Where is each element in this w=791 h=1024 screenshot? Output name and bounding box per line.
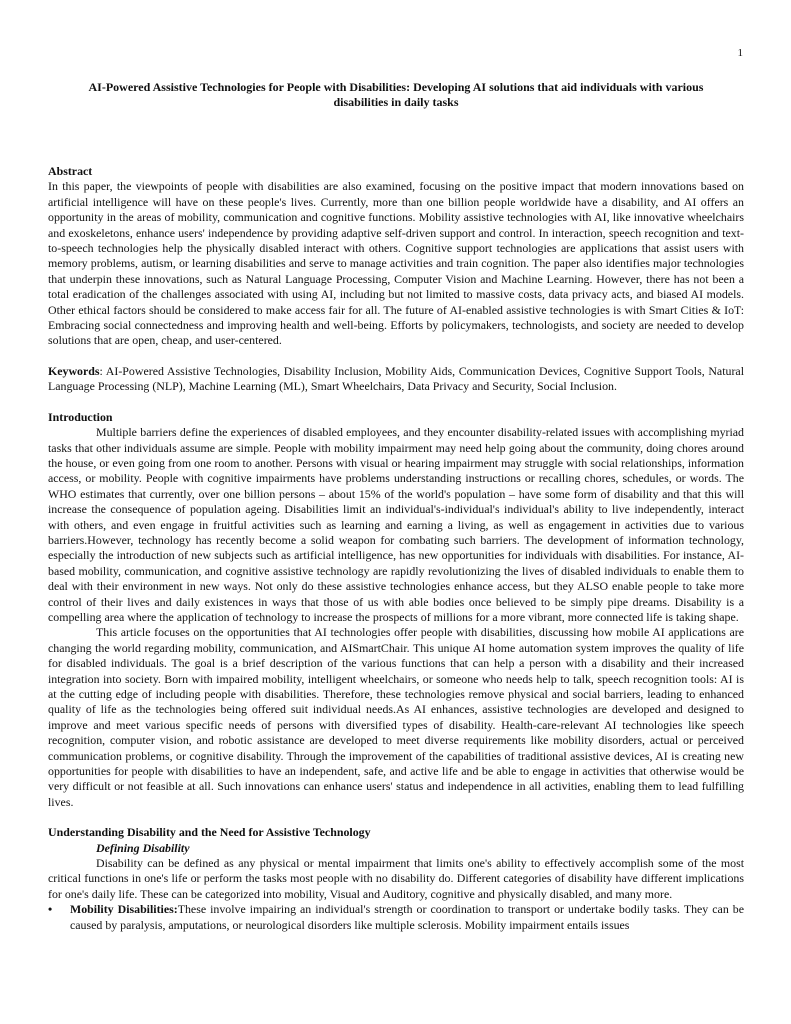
keywords-label: Keywords <box>48 363 100 378</box>
keywords-paragraph <box>48 364 744 395</box>
introduction-heading: Introduction <box>48 409 113 424</box>
bullet-marker: • <box>48 902 53 917</box>
introduction-paragraph-2: This article focuses on the opportunities that AI technologies offer people with disabilities, discussing how mobile AI applications are changing the world regarding mobility, communication, and AISmartChair. This unique AI home automation system improves the quality of life for disabled individuals. The goal is a brief description of the various functions that can help a person with a disability and their increased integration into society. Born with impaired mobility, intelligent wheelchairs, or someone who needs help to talk, speech recognition tools: AI is at the cutting edge of including people with disabilities. Therefore, these technologies remove physical and social barriers, leading to enhanced quality of life as the technologies being offered suit individual needs.As AI enhances, assistive technologies are developed and designed to improve and meet various specific needs of persons with diversified types of disability. Health-care-relevant AI technologies like speech recognition, computer vision, and robotic assistance are developed to meet diverse requirements like mobility disorders, actual or perceived communication problems, or cognitive disability. Through the improvement of the capabilities of traditional assistive devices, AI is creating new opportunities for people with disabilities to have an independent, safe, and active life and be able to engage in activities that otherwise would be very difficult or not feasible at all. Such innovations can enhance users' status and independence in all activities, enabling them to lead fulfilling lives. <box>48 625 744 809</box>
page-content <box>48 80 744 933</box>
bullet-text: These involve impairing an individual's strength or coordination to transport or undertake bodily tasks. They can be caused by paralysis, amputations, or neurological disorders like multiple sclerosis. Mobility impairment entails issues <box>70 902 744 932</box>
introduction-paragraph-1: Multiple barriers define the experiences of disabled employees, and they encounter disability-related issues with accomplishing myriad tasks that other individuals assume are simple. People with mobility impairment may need help going about the community, doing chores around the house, or even going from one room to another. Persons with visual or hearing impairment may struggle with social relationships, information access, or mobility. People with cognitive impairments have problems understanding instructions or recalling chores, schedules, or words. The WHO estimates that currently, over one billion persons – about 15% of the world's population – have some form of disability and that this will increase the consequence of population ageing. Disabilities limit an individual's-individual's individual's ability to live independently, interact with others, and even engage in fruitful activities such as learning and earning a living, as well as engagement in activities due to various barriers.However, technology has recently become a solid weapon for combating such barriers. The development of information technology, especially the introduction of new subjects such as artificial intelligence, has new opportunities for individuals with disabilities. For instance, AI-based mobility, communication, and cognitive assistive technology are rapidly revolutionizing the lives of disabled individuals to enable them to deal with their environment in new ways. Not only do these assistive technologies enhance access, but they ALSO enable people to take more control of their lives and daily existences in ways that those of us with able bodies once believed to be simply pipe dreams. Disability is a compelling area where the application of technology to increase the prospects of millions for a more vibrant, more connected life is taking shape. <box>48 425 744 624</box>
paper-title: AI-Powered Assistive Technologies for People with Disabilities: Developing AI solutions that aid individuals with various disabilities in daily tasks <box>88 80 704 109</box>
disability-types-list <box>48 902 744 933</box>
abstract-heading: Abstract <box>48 164 93 178</box>
defining-disability-subheading: Defining Disability <box>96 840 190 855</box>
page-number: 1 <box>737 47 743 59</box>
list-item <box>48 902 744 933</box>
defining-disability-paragraph: Disability can be defined as any physical or mental impairment that limits one's ability to effectively accomplish some of the most critical functions in one's life or perform the tasks most people with no disability do. Different categories of disability have different implications for one's daily life. These can be categorized into mobility, Visual and Auditory, cognitive and physically disabled, and many more. <box>48 856 744 901</box>
abstract-text: In this paper, the viewpoints of people with disabilities are also examined, focusing on the positive impact that modern innovations based on artificial intelligence will have on these people's lives. Currently, more than one billion people worldwide have a disability, and AI offers an opportunity in the areas of mobility, communication and cognitive functions. Mobility assistive technologies with AI, like innovative wheelchairs and exoskeletons, enhance users' independence by providing adaptive self-driven support and control. In interaction, speech recognition and text-to-speech technologies help the physically disabled interact with others. Cognitive support technologies are applications that assist users with memory problems, autism, or learning disabilities and serve to manage activities and train cognition. The paper also identifies major technologies that underpin these innovations, such as Natural Language Processing, Computer Vision and Machine Learning. However, there has not been a total eradication of the challenges associated with using AI, including but not limited to massive costs, data privacy acts, and biased AI models. Other ethical factors should be considered to make access fair for all. The future of AI-enabled assistive technologies is with Smart Cities & IoT: Embracing social connectedness and improving health and well-being. Efforts by policymakers, technologists, and society are needed to develop solutions that are open, cheap, and user-centered. <box>48 179 744 348</box>
understanding-heading: Understanding Disability and the Need for Assistive Technology <box>48 825 371 840</box>
bullet-label: Mobility Disabilities: <box>70 902 178 917</box>
keywords-text: : AI-Powered Assistive Technologies, Disability Inclusion, Mobility Aids, Communication Devices, Cognitive Support Tools, Natural Language Processing (NLP), Machine Learning (ML), Smart Wheelchairs, Data Privacy and Security, Social Inclusion. <box>48 363 744 394</box>
